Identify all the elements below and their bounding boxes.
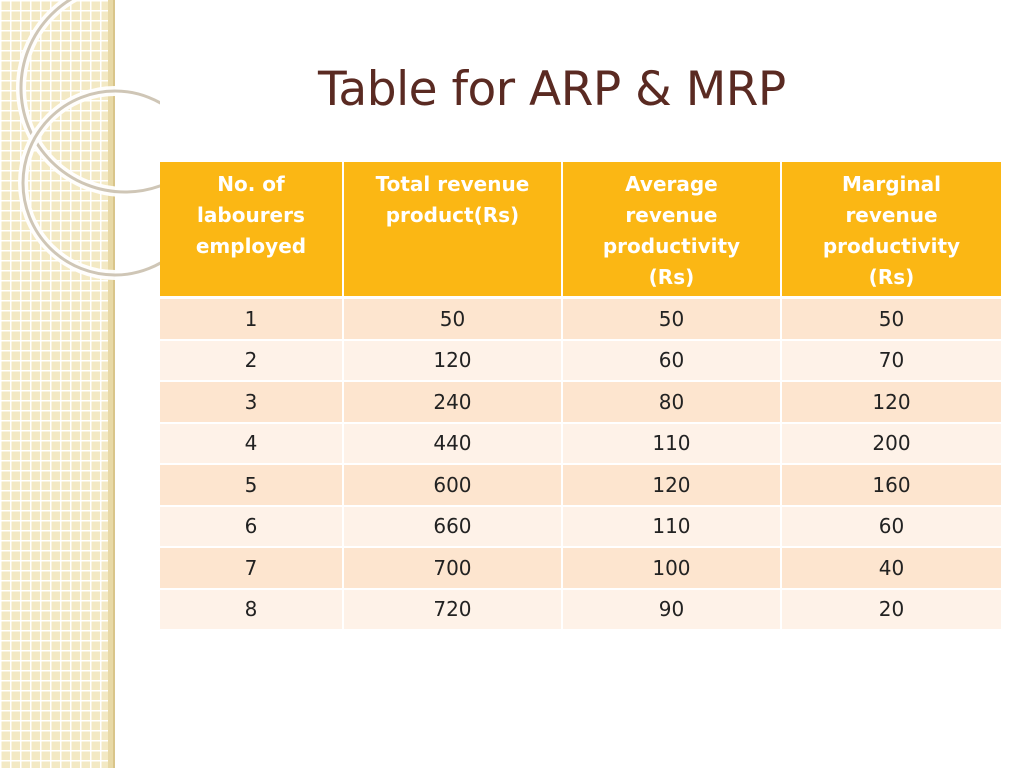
header-total-revenue xyxy=(344,162,563,299)
cell-labourers: 2 xyxy=(160,341,344,383)
header-line: productivity xyxy=(602,234,741,258)
cell-total-revenue: 700 xyxy=(344,548,563,590)
cell-total-revenue: 600 xyxy=(344,465,563,507)
table-row xyxy=(160,424,1001,466)
slide-title: Table for ARP & MRP xyxy=(318,62,786,117)
cell-labourers: 7 xyxy=(160,548,344,590)
table-row xyxy=(160,341,1001,383)
header-line: (Rs) xyxy=(868,265,915,289)
cell-total-revenue: 720 xyxy=(344,590,563,632)
header-line: Total revenue xyxy=(375,172,530,196)
header-average-revenue xyxy=(563,162,782,299)
table-row xyxy=(160,548,1001,590)
header-line: Average xyxy=(625,172,718,196)
cell-average-revenue: 120 xyxy=(563,465,782,507)
header-line: Marginal xyxy=(841,172,941,196)
cell-average-revenue: 100 xyxy=(563,548,782,590)
cell-average-revenue: 90 xyxy=(563,590,782,632)
header-line: product(Rs) xyxy=(385,203,520,227)
cell-total-revenue: 660 xyxy=(344,507,563,549)
cell-marginal-revenue: 20 xyxy=(782,590,1001,632)
cell-average-revenue: 110 xyxy=(563,507,782,549)
table-row xyxy=(160,465,1001,507)
cell-average-revenue: 60 xyxy=(563,341,782,383)
cell-average-revenue: 50 xyxy=(563,299,782,341)
header-labourers xyxy=(160,162,344,299)
header-marginal-revenue xyxy=(782,162,1001,299)
header-line: revenue xyxy=(845,203,938,227)
table-row xyxy=(160,507,1001,549)
header-line: (Rs) xyxy=(648,265,695,289)
cell-labourers: 3 xyxy=(160,382,344,424)
cell-labourers: 8 xyxy=(160,590,344,632)
cell-labourers: 4 xyxy=(160,424,344,466)
decorative-circles xyxy=(0,0,160,768)
cell-marginal-revenue: 200 xyxy=(782,424,1001,466)
cell-marginal-revenue: 50 xyxy=(782,299,1001,341)
table-header-row xyxy=(160,162,1001,299)
cell-labourers: 6 xyxy=(160,507,344,549)
header-line: revenue xyxy=(625,203,718,227)
header-line: No. of xyxy=(217,172,285,196)
cell-marginal-revenue: 160 xyxy=(782,465,1001,507)
table-row xyxy=(160,382,1001,424)
table-row xyxy=(160,590,1001,632)
header-line: labourers xyxy=(197,203,305,227)
cell-average-revenue: 110 xyxy=(563,424,782,466)
cell-marginal-revenue: 70 xyxy=(782,341,1001,383)
cell-marginal-revenue: 60 xyxy=(782,507,1001,549)
cell-labourers: 5 xyxy=(160,465,344,507)
header-line: productivity xyxy=(822,234,961,258)
arp-mrp-table xyxy=(160,162,1001,631)
cell-marginal-revenue: 40 xyxy=(782,548,1001,590)
cell-total-revenue: 440 xyxy=(344,424,563,466)
table-row xyxy=(160,299,1001,341)
cell-total-revenue: 50 xyxy=(344,299,563,341)
cell-total-revenue: 240 xyxy=(344,382,563,424)
cell-total-revenue: 120 xyxy=(344,341,563,383)
cell-average-revenue: 80 xyxy=(563,382,782,424)
header-line: employed xyxy=(195,234,307,258)
cell-marginal-revenue: 120 xyxy=(782,382,1001,424)
cell-labourers: 1 xyxy=(160,299,344,341)
